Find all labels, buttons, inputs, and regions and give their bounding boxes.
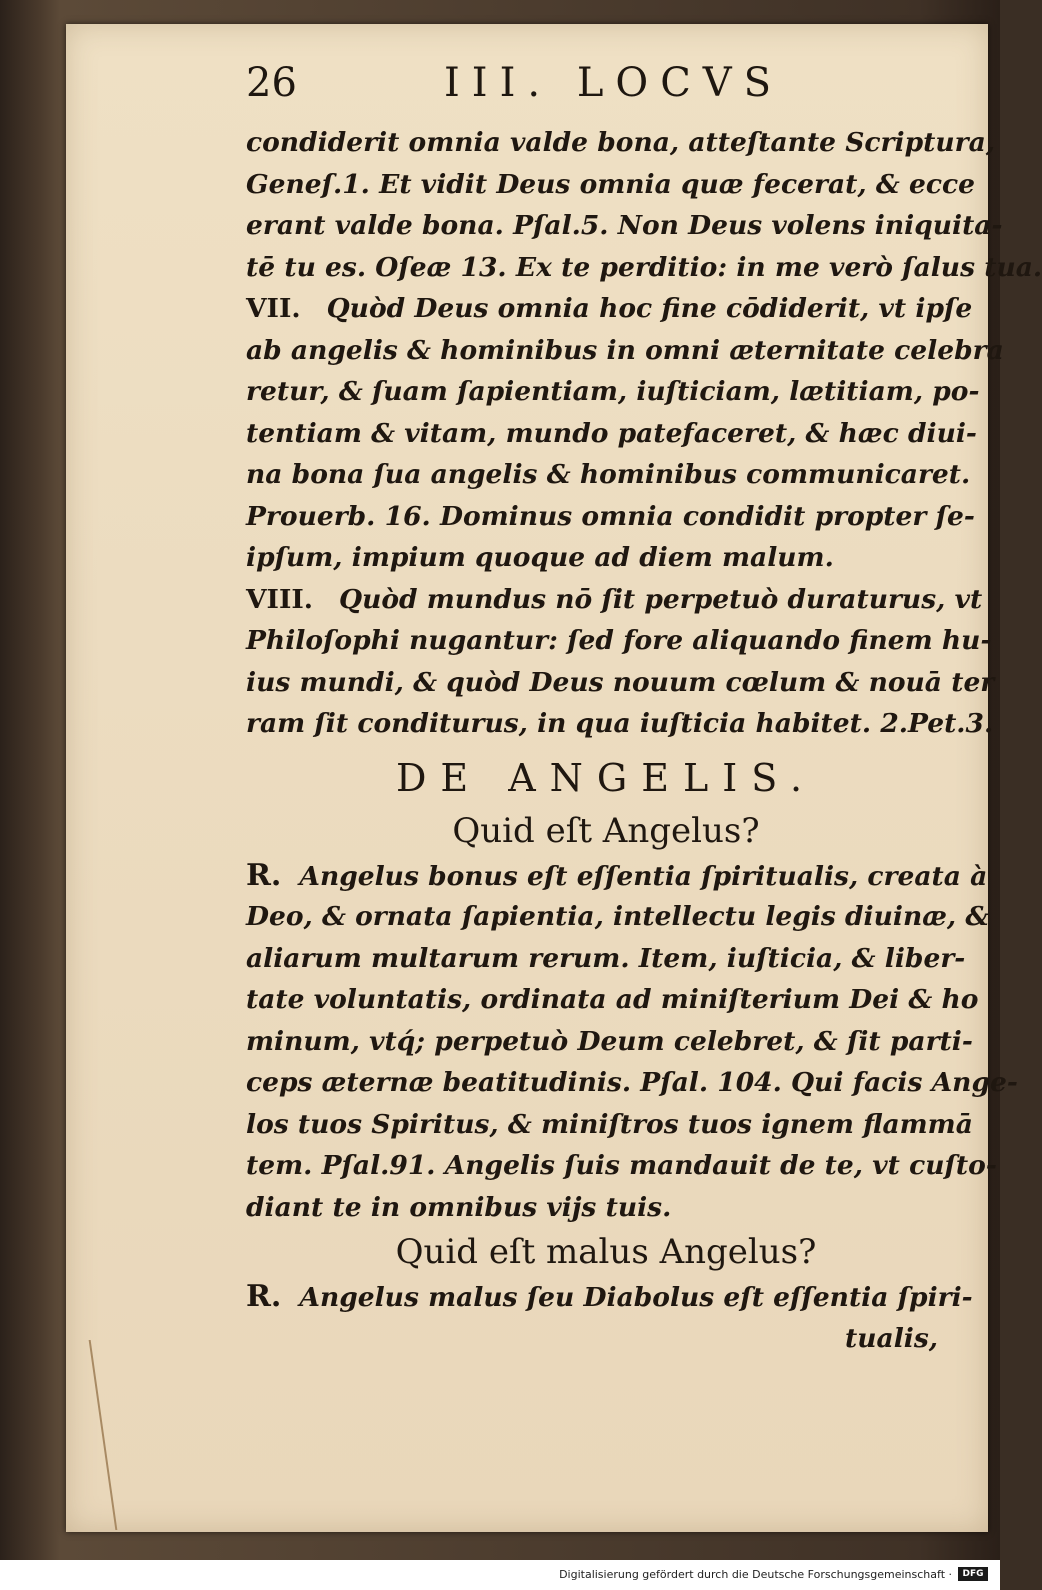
text-line: Philoſophi nugantur: ſed fore aliquando finem hu- — [246, 625, 992, 656]
section-heading: DE ANGELIS. — [395, 755, 817, 800]
response-label: R. — [246, 1279, 282, 1314]
text-line: tē tu es. Oſeæ 13. Ex te perditio: in me verò ſalus tua. — [246, 251, 1042, 283]
text-line: Geneſ.1. Et vidit Deus omnia quæ fecerat, & ecce — [246, 168, 975, 200]
text-line: na bona ſua angelis & hominibus communicaret. — [246, 459, 971, 490]
text-line: ceps æternæ beatitudinis. Pſal. 104. Qui facis Ange- — [246, 1067, 1018, 1098]
text-line: aliarum multarum rerum. Item, iuſticia, & liber- — [246, 942, 966, 974]
footer-credit: Digitalisierung gefördert durch die Deutsche Forschungsgemeinschaft · — [559, 1568, 952, 1581]
question-heading: Quid eſt Angelus? — [452, 810, 760, 851]
text-line: condiderit omnia valde bona, atteſtante Scriptura, — [246, 127, 995, 158]
paragraph-vii — [246, 288, 973, 330]
text-line: retur, & ſuam ſapientiam, iuſticiam, lætitiam, po- — [246, 376, 980, 407]
running-head: III. LOCVS — [444, 60, 784, 106]
text-line: diant te in omnibus vijs tuis. — [246, 1191, 672, 1223]
text-line: tualis, — [845, 1322, 938, 1354]
page-body — [246, 122, 1042, 1359]
text-line: ipſum, impium quoque ad diem malum. — [246, 542, 834, 573]
text-line: ram ſit conditurus, in qua iuſticia habitet. 2.Pet.3. — [246, 708, 994, 739]
text-line: tentiam & vitam, mundo patefaceret, & hæc diui- — [246, 417, 977, 449]
text-line: tate voluntatis, ordinata ad miniſterium Dei & ho — [246, 984, 979, 1015]
paragraph-viii — [246, 579, 983, 621]
text-line: tem. Pſal.91. Angelis ſuis mandauit de te, vt cuſto- — [246, 1150, 997, 1181]
text-line: Quòd Deus omnia hoc fine cōdiderit, vt ipſe — [326, 293, 973, 324]
text-line: ab angelis & hominibus in omni æternitate celebra — [246, 334, 1004, 366]
text-line: minum, vtq́; perpetuò Deum celebret, & ſit parti- — [246, 1025, 973, 1057]
text-line: Quòd mundus nō ſit perpetuò duraturus, vt — [338, 583, 983, 615]
footer-bar — [0, 1560, 1000, 1590]
response-line — [246, 855, 988, 897]
text-line: erant valde bona. Pſal.5. Non Deus volens iniquita- — [246, 210, 1003, 241]
page-number: 26 — [246, 60, 297, 106]
text-line: Angelus malus ſeu Diabolus eſt eſſentia ſpiri- — [299, 1282, 973, 1313]
paragraph-number: VIII. — [246, 583, 313, 615]
text-line: los tuos Spiritus, & miniſtros tuos ignem flammā — [246, 1108, 973, 1140]
text-line: Prouerb. 16. Dominus omnia condidit propter ſe- — [246, 500, 975, 532]
page-header — [246, 60, 946, 116]
paragraph-number: VII. — [246, 293, 301, 324]
text-line: ius mundi, & quòd Deus nouum cœlum & nouā ter — [246, 666, 995, 698]
text-line: Deo, & ornata ſapientia, intellectu legis diuinæ, & — [246, 901, 990, 932]
text-line: Angelus bonus eſt eſſentia ſpiritualis, creata à — [299, 860, 988, 892]
response-line — [246, 1276, 973, 1318]
question-heading: Quid eſt malus Angelus? — [395, 1232, 817, 1272]
dfg-logo: DFG — [958, 1567, 988, 1581]
response-label: R. — [246, 857, 282, 893]
